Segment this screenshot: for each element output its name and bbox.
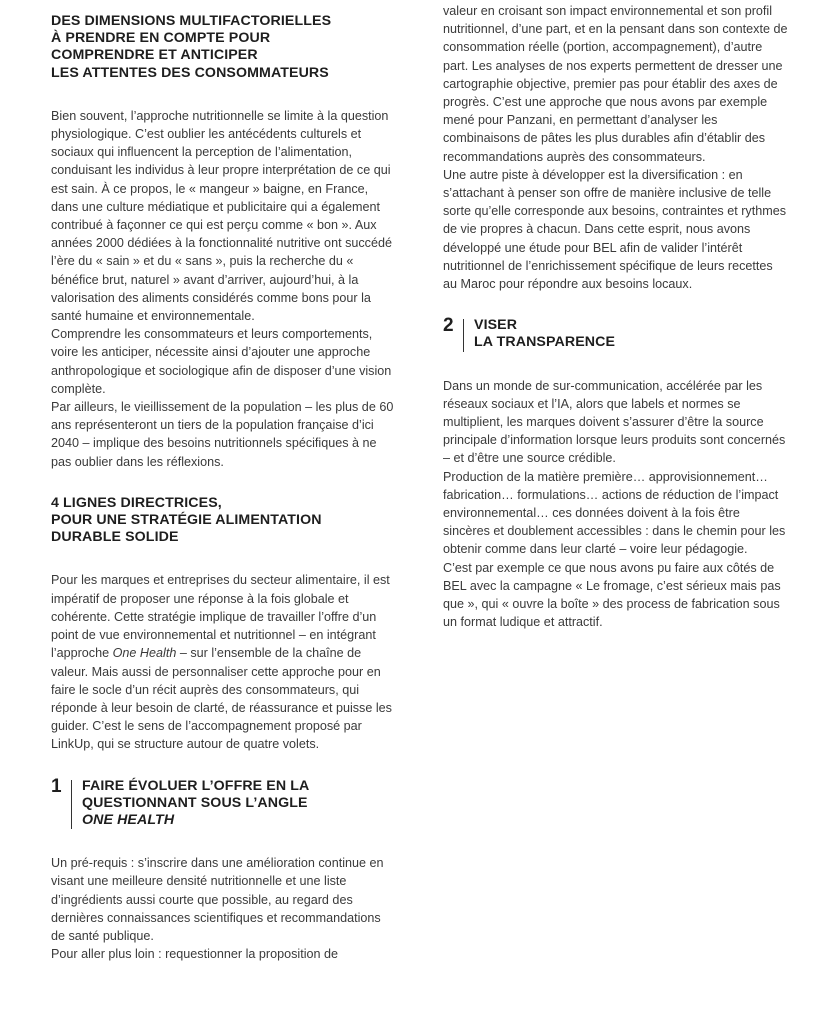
vertical-divider bbox=[463, 319, 464, 351]
heading-line: COMPRENDRE ET ANTICIPER bbox=[51, 47, 258, 64]
section-heading-lignes-directrices bbox=[51, 495, 396, 547]
paragraph: Dans un monde de sur-communication, accélérée par les réseaux sociaux et l’IA, alors que labels et normes se multiplient, les marques doivent s’assurer d’être la source principale d’information lorsque leurs produits sont concernés – et d’être une source crédible. bbox=[443, 378, 786, 466]
paragraph: Pour aller plus loin : requestionner la proposition de bbox=[51, 947, 339, 962]
heading-line: FAIRE ÉVOLUER L’OFFRE EN LA bbox=[82, 777, 310, 794]
paragraph: Production de la matière première… approvisionnement… fabrication… formulations… actions de réduction de l’impact environnemental… ces données doivent à la fois être sincères et doublement accessibles : dans le chemin pour les obtenir comme dans leur clarté – voire leur pédagogie. bbox=[443, 469, 786, 557]
heading-line: À PRENDRE EN COMPTE POUR bbox=[51, 30, 271, 47]
numbered-heading-1 bbox=[51, 775, 396, 830]
heading-line: DES DIMENSIONS MULTIFACTORIELLES bbox=[51, 13, 332, 29]
heading-line: QUESTIONNANT SOUS L’ANGLE bbox=[82, 794, 308, 811]
paragraph: Par ailleurs, le vieillissement de la population – les plus de 60 ans représenteront un tiers de la population française d’ici 2040 – implique des besoins nutritionnels spécifiques à ne pas oublier dans les réflexions. bbox=[51, 400, 394, 469]
text-run: – sur l’ensemble de la chaîne de valeur. Mais aussi de personnaliser cette approche pour en faire le socle d’un récit auprès des consommateurs, qui réponde à leur besoin de clarté, de réassurance et puisse les guider. C’est le sens de l’accompagnement proposé par LinkUp, qui se structure autour de quatre volets. bbox=[51, 646, 392, 752]
heading-line: 4 LIGNES DIRECTRICES, bbox=[51, 494, 222, 511]
heading-line bbox=[82, 812, 396, 829]
paragraph: Une autre piste à développer est la diversification : en s’attachant à penser son offre de manière inclusive de telle sorte qu’elle corresponde aux besoins, contraintes et rythmes de vie propres à chacun. Dans cette esprit, nous avons développé une étude pour BEL afin de valider l’intérêt nutritionnel de l’enrichissement spécifique de leurs recettes au Maroc pour répondre aux besoins locaux. bbox=[443, 167, 787, 292]
paragraph: Comprendre les consommateurs et leurs comportements, voire les anticiper, nécessite ainsi d’ajouter une approche anthropologique et sociologique afin de disposer d’une vision complète. bbox=[51, 327, 392, 396]
heading-line: LES ATTENTES DES CONSOMMATEURS bbox=[51, 64, 329, 81]
section-number: 1 bbox=[51, 775, 62, 797]
emphasis-one-health: One Health bbox=[112, 646, 177, 661]
paragraph: Un pré-requis : s’inscrire dans une amélioration continue en visant une meilleure densité nutritionnelle et une liste d’ingrédients aussi courte que possible, au regard des dernières connaissances scientifiques et recommandations de santé publique. bbox=[51, 856, 384, 943]
heading-line: LA TRANSPARENCE bbox=[474, 334, 616, 351]
paragraph: valeur en croisant son impact environnemental et son profil nutritionnel, d’une part, et en la pensant dans son contexte de consommation réelle (portion, accompagnement), d’autre part. Les analyses de nos experts permettent de dresser une cartographie objective, premier pas pour établir des axes de progrès. C’est une approche que nous avons par exemple mené pour Panzani, en permettant d’analyser les combinaisons de pâtes les plus durables afin d’établir des recommandations auprès des consommateurs. bbox=[443, 4, 788, 164]
section-heading-dimensions bbox=[51, 13, 396, 82]
right-column bbox=[443, 2, 788, 632]
left-column bbox=[51, 13, 396, 963]
paragraph: Bien souvent, l’approche nutritionnelle se limite à la question physiologique. C’est oublier les antécédents culturels et sociaux qui influencent la perception de l’alimentation, conduisant les individus à leur propre interprétation de ce qui est sain. À ce propos, le « mangeur » baigne, en France, dans une culture médiatique et publicitaire qui a également contribué à façonner ce qui est perçu comme « bon ». Aux années 2000 dédiées à la fonctionnalité nutritive ont succédé l’ère du « sain » et du « sans », puis la recherche du « bénéfice brut, naturel » avant d’arriver, aujourd’hui, à la valorisation des aliments considérés comme bons pour la santé humaine et environnementale. bbox=[51, 108, 392, 324]
vertical-divider bbox=[71, 780, 72, 830]
section-number: 2 bbox=[443, 315, 454, 337]
heading-line: VISER bbox=[474, 317, 518, 334]
text-run: Pour les marques et entreprises du secteur alimentaire, il est impératif de proposer une réponse à la fois globale et cohérente. Cette stratégie implique de travailler l’offre d’un point de vue environnemental et nutritionnel – en intégrant l’approche bbox=[51, 573, 390, 661]
paragraph bbox=[51, 571, 396, 753]
heading-line: DURABLE SOLIDE bbox=[51, 529, 179, 546]
numbered-heading-2 bbox=[443, 317, 788, 351]
section-heading-transparence bbox=[474, 317, 788, 351]
section-heading-offre bbox=[82, 778, 396, 830]
paragraph: C’est par exemple ce que nous avons pu faire aux côtés de BEL avec la campagne « Le fromage, c’est sérieux mais pas que », qui « ouvre la boîte » des process de fabrication sous un format ludique et attractif. bbox=[443, 560, 781, 630]
heading-line: POUR UNE STRATÉGIE ALIMENTATION bbox=[51, 512, 322, 529]
heading-emphasis: ONE HEALTH bbox=[82, 811, 175, 828]
